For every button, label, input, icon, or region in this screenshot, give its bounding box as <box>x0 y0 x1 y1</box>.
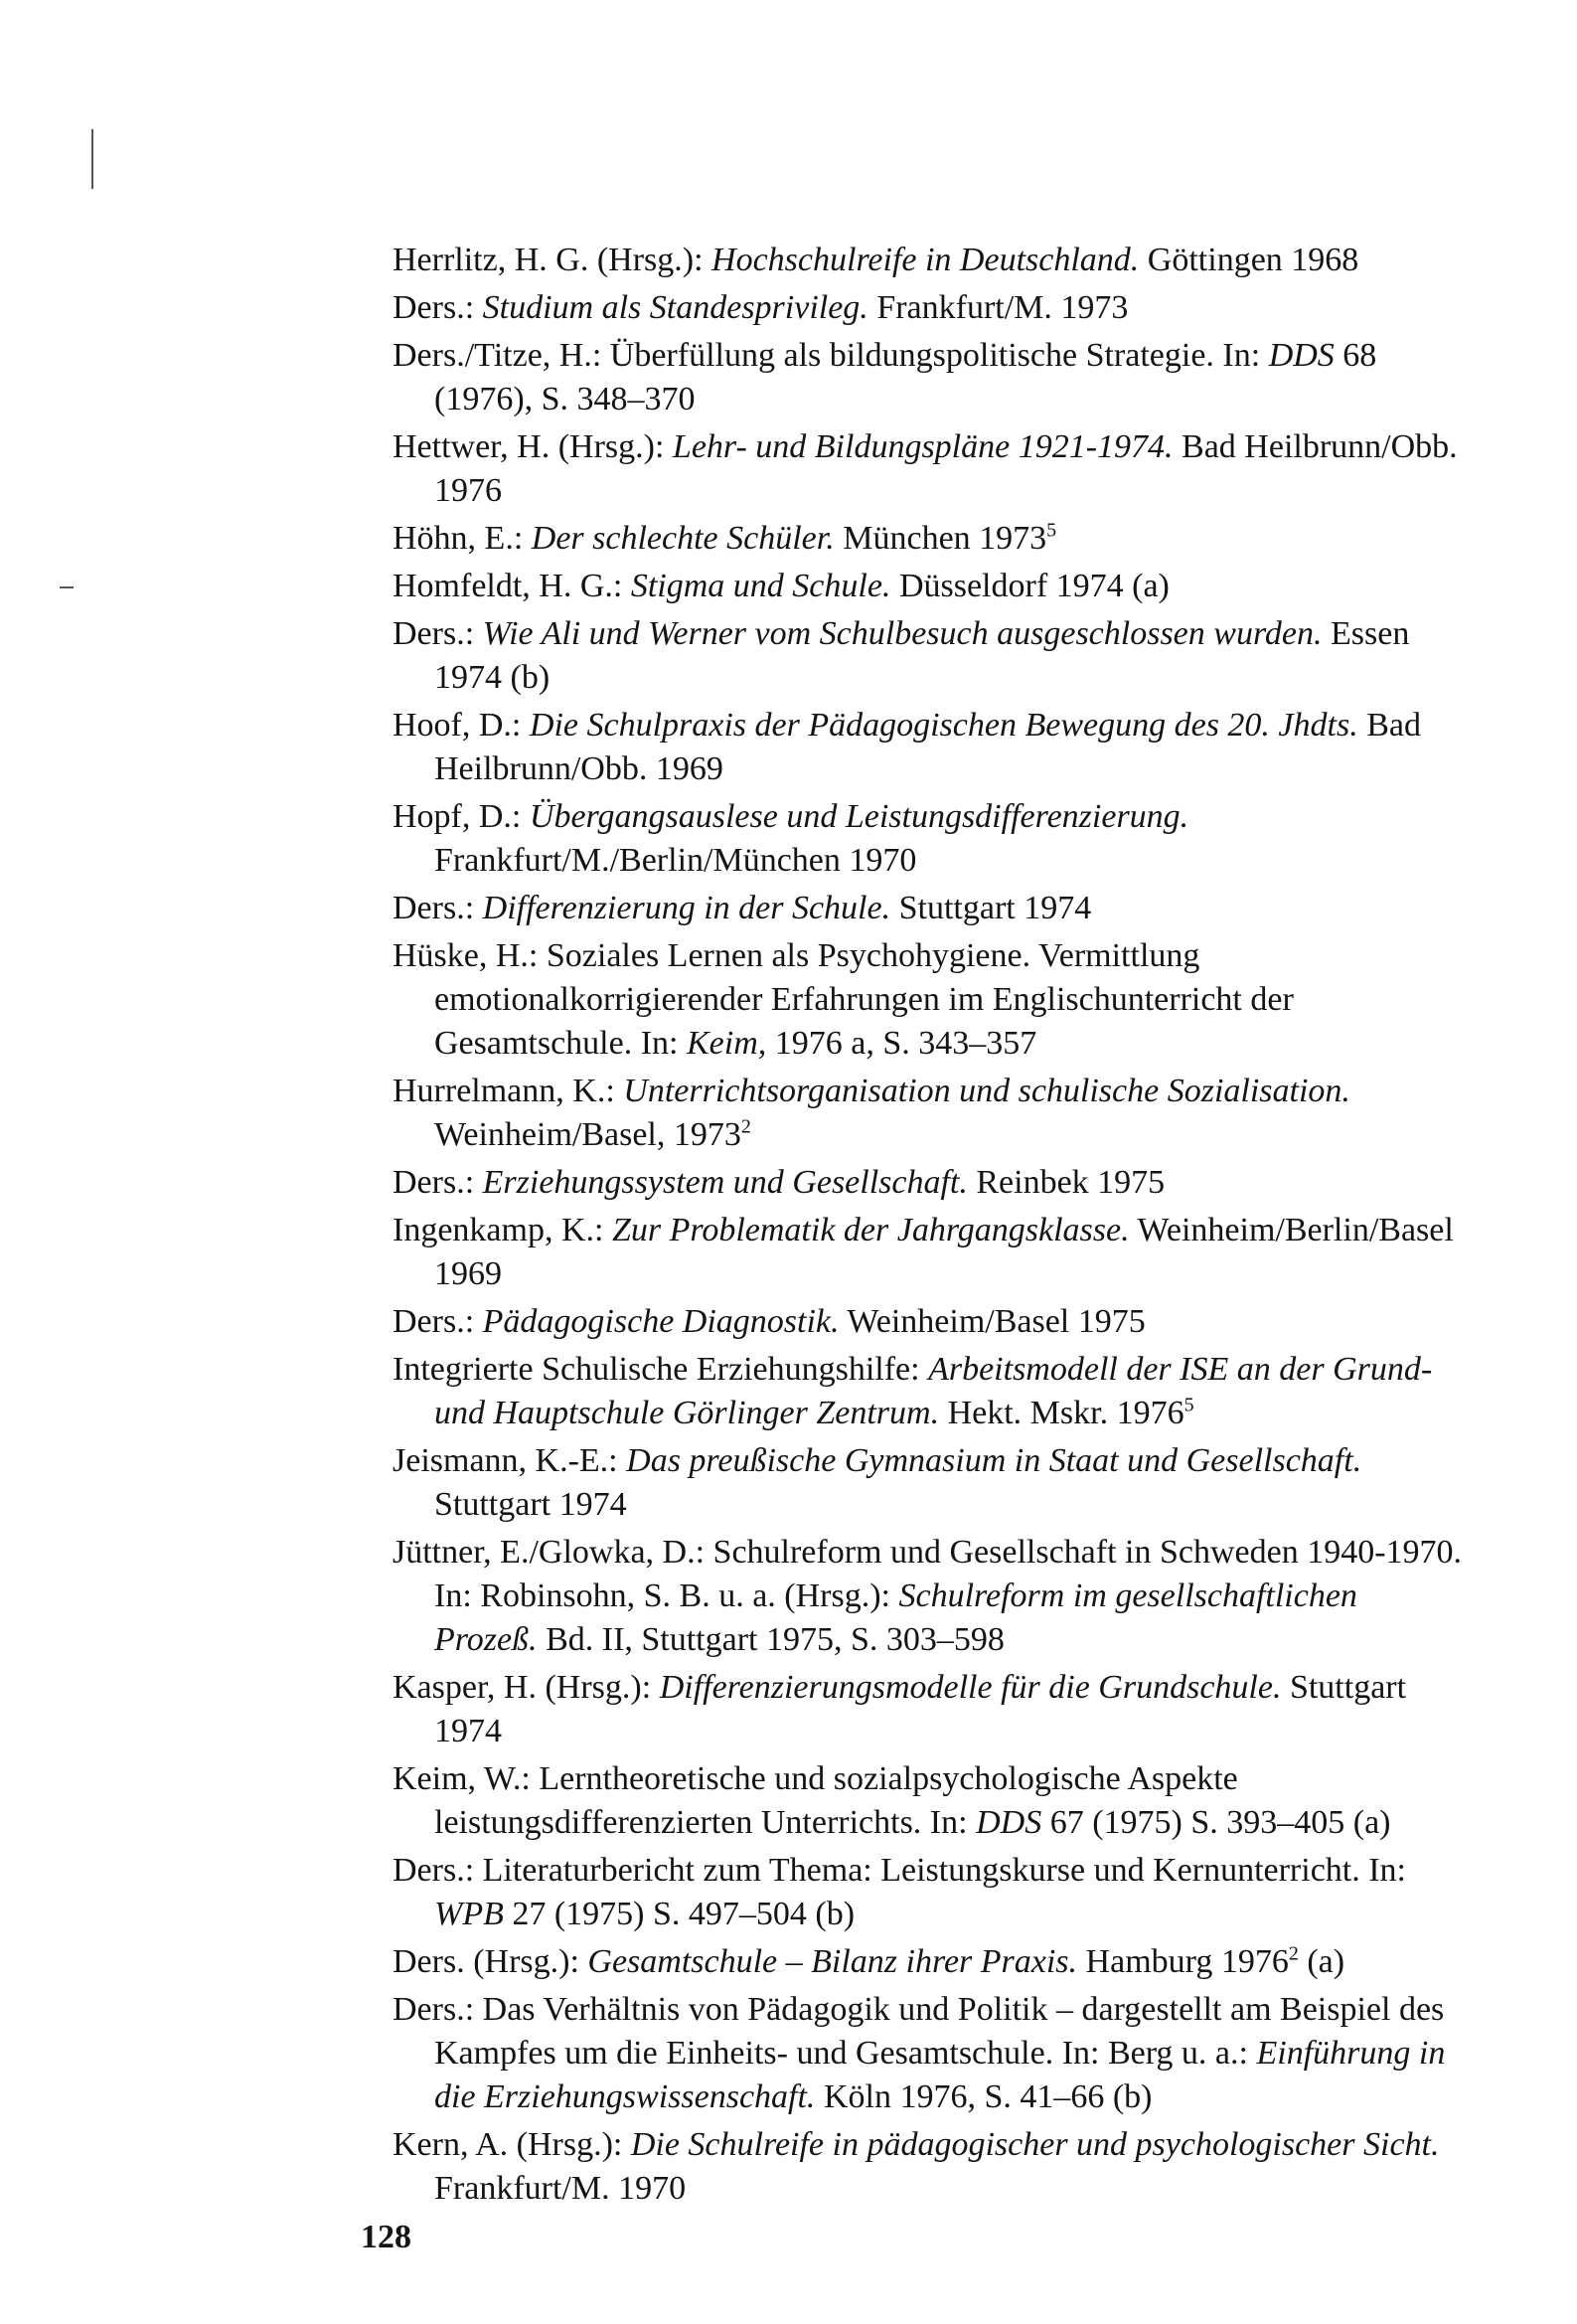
entry-title: Unterrichtsorganisation und schulische Sozialisation. <box>623 1073 1350 1109</box>
entry-title: Übergangsauslese und Leistungsdifferenzierung. <box>529 798 1189 835</box>
entry-text: Frankfurt/M. 1973 <box>867 289 1129 326</box>
entry-text: 27 (1975) S. 497–504 (b) <box>503 1896 856 1932</box>
bibliography-entry <box>393 704 1466 791</box>
entry-text: Hopf, D.: <box>393 798 530 835</box>
bibliography-entry <box>393 1531 1466 1662</box>
entry-title: Das preußische Gymnasium in Staat und Gesellschaft. <box>626 1442 1362 1479</box>
entry-title: Arbeitsmodell der ISE an der Grund- und Hauptschule Görlinger Zentrum. <box>434 1351 1433 1431</box>
entry-text: Ders./Titze, H.: Überfüllung als bildungspolitische Strategie. In: <box>393 337 1269 374</box>
bibliography-entry <box>393 612 1466 700</box>
entry-title: Schulreform im gesellschaftlichen Prozeß. <box>434 1577 1357 1658</box>
bibliography-entry <box>393 517 1466 561</box>
entry-title: Keim, <box>687 1025 767 1062</box>
scan-edge-mark <box>91 129 93 189</box>
entry-text: Ders.: <box>393 1164 483 1201</box>
page-number: 128 <box>361 2219 411 2255</box>
bibliography-list <box>393 239 1466 2215</box>
bibliography-entry <box>393 1348 1466 1435</box>
bibliography-entry <box>393 286 1466 330</box>
entry-title: Stigma und Schule. <box>630 568 891 604</box>
entry-text: Hurrelmann, K.: <box>393 1073 624 1109</box>
entry-text: Homfeldt, H. G.: <box>393 568 631 604</box>
entry-title: Die Schulpraxis der Pädagogischen Bewegung des 20. Jhdts. <box>529 707 1358 744</box>
bibliography-entry <box>393 1070 1466 1157</box>
entry-text: Hekt. Mskr. 1976 <box>939 1395 1184 1431</box>
entry-text: München 1973 <box>834 520 1047 557</box>
entry-text: Bd. II, Stuttgart 1975, S. 303–598 <box>537 1621 1005 1658</box>
entry-title: Pädagogische Diagnostik. <box>482 1303 840 1340</box>
bibliography-entry <box>393 565 1466 608</box>
edition-superscript: 5 <box>1183 1394 1194 1416</box>
entry-text: Ders. (Hrsg.): <box>393 1943 588 1980</box>
entry-title: Der schlechte Schüler. <box>531 520 835 557</box>
entry-text: Weinheim/Basel, 1973 <box>434 1116 741 1153</box>
entry-text: Kasper, H. (Hrsg.): <box>393 1669 660 1706</box>
entry-title: Wie Ali und Werner vom Schulbesuch ausgeschlossen wurden. <box>482 615 1323 652</box>
entry-text: Stuttgart 1974 <box>434 1486 627 1523</box>
bibliography-entry <box>393 1439 1466 1527</box>
entry-text: Frankfurt/M./Berlin/München 1970 <box>434 842 917 879</box>
entry-text: Hoof, D.: <box>393 707 530 744</box>
entry-text: Stuttgart 1974 <box>890 890 1092 926</box>
entry-text: Ders.: <box>393 615 483 652</box>
entry-text: Ders.: <box>393 289 483 326</box>
entry-text: Hettwer, H. (Hrsg.): <box>393 428 673 465</box>
scan-edge-mark <box>60 586 74 588</box>
entry-text: Ders.: Literaturbericht zum Thema: Leistungskurse und Kernunterricht. In: <box>393 1852 1406 1889</box>
entry-title: DDS <box>976 1804 1042 1841</box>
entry-title: Die Schulreife in pädagogischer und psychologischer Sicht. <box>630 2126 1440 2163</box>
entry-text: Kern, A. (Hrsg.): <box>393 2126 631 2163</box>
entry-title: Erziehungssystem und Gesellschaft. <box>482 1164 968 1201</box>
entry-text: Göttingen 1968 <box>1139 242 1359 278</box>
entry-text: Hüske, H.: Soziales Lernen als Psychohygiene. Vermittlung emotionalkorrigierender Erfahrungen im Englischunterricht der Gesamtschule. In: <box>393 937 1294 1062</box>
entry-text: Reinbek 1975 <box>967 1164 1166 1201</box>
entry-text: 67 (1975) S. 393–405 (a) <box>1041 1804 1391 1841</box>
entry-text: Jüttner, E./Glowka, D.: Schulreform und Gesellschaft in Schweden 1940-1970. In: Robinsohn, S. B. u. a. (Hrsg.): <box>393 1534 1463 1614</box>
edition-superscript: 2 <box>1288 1942 1299 1965</box>
bibliography-entry <box>393 1940 1466 1984</box>
entry-title: DDS <box>1268 337 1335 374</box>
entry-text: Köln 1976, S. 41–66 (b) <box>815 2078 1153 2115</box>
bibliography-entry <box>393 1666 1466 1753</box>
bibliography-entry <box>393 1161 1466 1205</box>
entry-title: Lehr- und Bildungspläne 1921-1974. <box>672 428 1174 465</box>
bibliography-entry <box>393 795 1466 883</box>
entry-text: Integrierte Schulische Erziehungshilfe: <box>393 1351 929 1388</box>
bibliography-entry <box>393 1300 1466 1344</box>
bibliography-entry <box>393 1988 1466 2119</box>
bibliography-entry <box>393 334 1466 421</box>
entry-title: Hochschulreife in Deutschland. <box>711 242 1140 278</box>
entry-title: Differenzierung in der Schule. <box>482 890 891 926</box>
entry-text: Essen 1974 (b) <box>434 615 1410 696</box>
bibliography-entry <box>393 2123 1466 2211</box>
entry-text: Keim, W.: Lerntheoretische und sozialpsychologische Aspekte leistungsdifferenzierten Unterrichts. In: <box>393 1760 1238 1841</box>
entry-text: Stuttgart 1974 <box>434 1669 1407 1749</box>
entry-text: Ingenkamp, K.: <box>393 1212 612 1248</box>
bibliography-entry <box>393 887 1466 930</box>
bibliography-entry <box>393 1209 1466 1296</box>
entry-text: Höhn, E.: <box>393 520 532 557</box>
entry-text: Ders.: Das Verhältnis von Pädagogik und Politik – dargestellt am Beispiel des Kampfes um die Einheits- und Gesamtschule. In: Berg u. a.: <box>393 1991 1445 2072</box>
entry-text: Bad Heilbrunn/Obb. 1976 <box>434 428 1458 509</box>
bibliography-entry <box>393 1757 1466 1845</box>
entry-title: Zur Problematik der Jahrgangsklasse. <box>611 1212 1130 1248</box>
entry-text: Frankfurt/M. 1970 <box>434 2170 687 2207</box>
entry-text: Hamburg 1976 <box>1077 1943 1289 1980</box>
entry-title: Einführung in die Erziehungswissenschaft. <box>434 2035 1446 2115</box>
entry-text: Ders.: <box>393 1303 483 1340</box>
bibliography-entry <box>393 239 1466 282</box>
entry-text: Düsseldorf 1974 (a) <box>890 568 1170 604</box>
edition-superscript: 5 <box>1046 519 1057 542</box>
entry-text: Weinheim/Basel 1975 <box>839 1303 1146 1340</box>
entry-title: WPB <box>434 1896 504 1932</box>
bibliography-entry <box>393 934 1466 1066</box>
entry-text: 68 (1976), S. 348–370 <box>434 337 1377 417</box>
entry-text: Weinheim/Berlin/Basel 1969 <box>434 1212 1454 1292</box>
bibliography-entry <box>393 1849 1466 1936</box>
edition-superscript: 2 <box>740 1115 751 1138</box>
entry-text: 1976 a, S. 343–357 <box>766 1025 1037 1062</box>
entry-title: Differenzierungsmodelle für die Grundschule. <box>659 1669 1282 1706</box>
entry-text: (a) <box>1298 1943 1345 1980</box>
bibliography-entry <box>393 425 1466 513</box>
entry-text: Ders.: <box>393 890 483 926</box>
entry-text: Herrlitz, H. G. (Hrsg.): <box>393 242 712 278</box>
entry-title: Gesamtschule – Bilanz ihrer Praxis. <box>587 1943 1078 1980</box>
entry-title: Studium als Standesprivileg. <box>482 289 868 326</box>
entry-text: Bad Heilbrunn/Obb. 1969 <box>434 707 1421 787</box>
entry-text: Jeismann, K.-E.: <box>393 1442 627 1479</box>
